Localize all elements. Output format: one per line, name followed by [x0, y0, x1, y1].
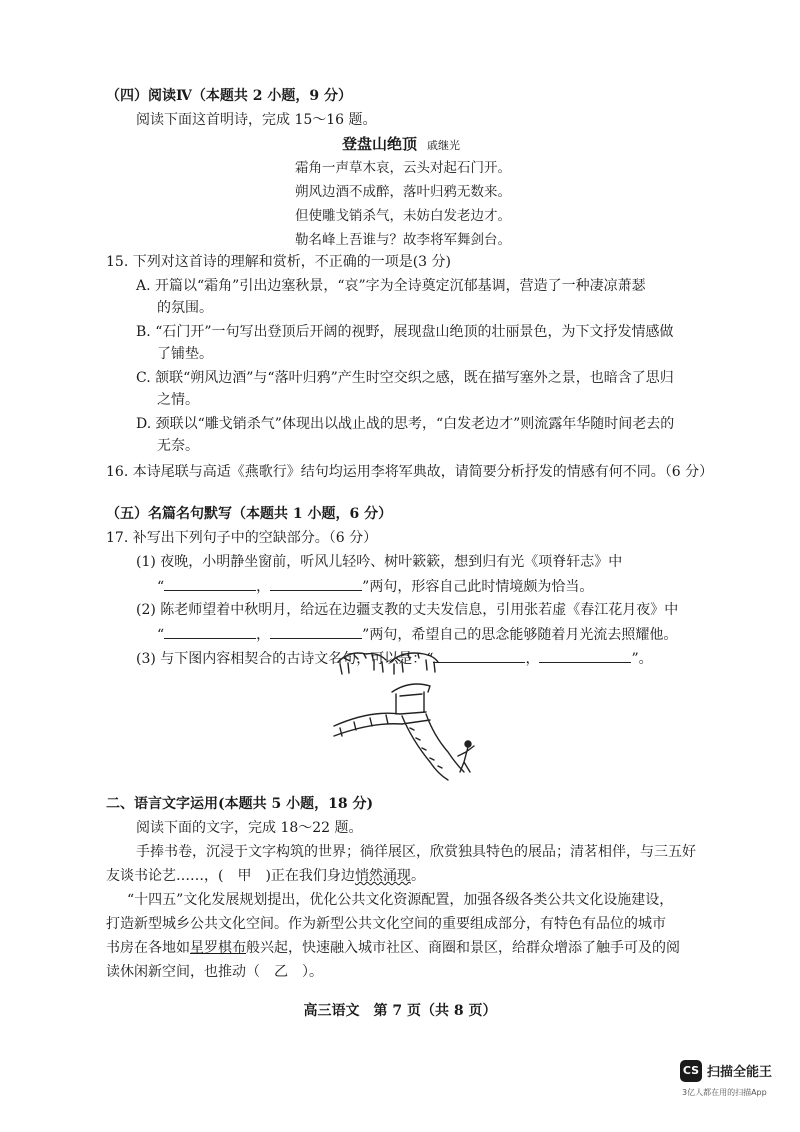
- p2-text-a: 书房在各地如: [106, 940, 190, 956]
- passage-p2-line2: 打造新型城乡公共文化空间。作为新型公共文化空间的重要组成部分，有特色有品位的城市: [106, 916, 666, 932]
- passage-p1-line1: 手捧书卷，沉浸于文字构筑的世界；徜徉展区，欣赏独具特色的展品；清茗相伴，与三五好: [136, 844, 696, 860]
- q15-option-b-cont: 了铺垫。: [157, 346, 213, 362]
- q15-stem: 15. 下列对这首诗的理解和赏析，不正确的一项是(3 分): [106, 254, 451, 270]
- item3-prefix: (3) 与下图内容相契合的古诗文名句，可以是：“: [136, 651, 434, 667]
- quote-close-text: ”两句，形容自己此时情境颇为恰当。: [362, 579, 594, 595]
- passage-p2-line1: “十四五”文化发展规划提出，优化公共文化资源配置，加强各级各类公共文化设施建设，: [127, 892, 674, 908]
- blank-1a[interactable]: [164, 576, 256, 591]
- watermark-tagline: 3亿人都在用的扫描App: [682, 1088, 767, 1097]
- q15-option-a-cont: 的氛围。: [157, 300, 213, 316]
- p1-period: 。: [410, 868, 425, 884]
- q17-item2: (2) 陈老师望着中秋明月，给远在边疆支教的丈夫发信息，引用张若虚《春江花月夜》中: [136, 602, 679, 618]
- q15-option-d-cont: 无奈。: [157, 438, 199, 454]
- passage-p1-line2: [106, 866, 425, 886]
- poem-title-text: 登盘山绝顶: [342, 135, 418, 153]
- q15-option-c-cont: 之情。: [157, 392, 199, 408]
- quote-close-text: ”。: [631, 651, 653, 667]
- q17-stem: 17. 补写出下列句子中的空缺部分。（6 分）: [106, 530, 378, 546]
- underlined-idiom: 星罗棋布: [190, 940, 246, 956]
- passage-p2-line3: [106, 938, 680, 958]
- comma: ，: [256, 627, 271, 643]
- quote-close-text: ”两句，希望自己的思念能够随着月光流去照耀他。: [362, 627, 678, 643]
- section4-intro: 阅读下面这首明诗，完成 15～16 题。: [136, 112, 377, 128]
- section5-header: （五）名篇名句默写（本题共 1 小题，6 分）: [106, 506, 393, 522]
- poem-title: [342, 134, 460, 156]
- comma: ，: [256, 579, 271, 595]
- q15-option-c: C. 颔联“朔风边酒”与“落叶归鸦”产生时空交织之感，既在描写塞外之景，也暗含了思归: [136, 370, 674, 386]
- poem-line-2: 朔风边酒不成醉，落叶归鸦无数来。: [295, 184, 511, 200]
- p1-text: 友谈书论艺……，( 甲 )正在我们身边: [106, 868, 355, 884]
- stream: [402, 716, 448, 780]
- gate-roof: [392, 684, 430, 692]
- section2-intro: 阅读下面的文字，完成 18～22 题。: [136, 820, 363, 836]
- watermark-name: 扫描全能王: [707, 1065, 773, 1080]
- quote-open: “: [157, 579, 165, 595]
- p2-text-b: 般兴起，快速融入城市社区、商圈和景区，给群众增添了触手可及的阅: [246, 940, 680, 956]
- scanner-watermark: [680, 1060, 790, 1100]
- q15-option-a: A. 开篇以“霜角”引出边塞秋景，“哀”字为全诗奠定沉郁基调，营造了一种凄凉萧瑟: [136, 278, 646, 294]
- q15-option-d: D. 颈联以“雕戈销杀气”体现出以战止战的思考，“白发老边才”则流露年华随时间老去的: [136, 416, 675, 432]
- q17-item1-blanks: [157, 576, 593, 597]
- section2-header: 二、语言文字运用(本题共 5 小题，18 分): [106, 796, 374, 812]
- wavy-underlined-term: 悄然涌现: [354, 868, 411, 884]
- section4-header: （四）阅读Ⅳ（本题共 2 小题，9 分）: [106, 88, 352, 104]
- blank-1b[interactable]: [270, 576, 362, 591]
- figure-head: [465, 741, 471, 747]
- cs-logo-icon: CS: [680, 1060, 702, 1082]
- q16-stem: 16. 本诗尾联与高适《燕歌行》结句均运用李将军典故，请简要分析抒发的情感有何不同。（6 分）: [106, 464, 714, 480]
- hut-roof-right: [390, 653, 438, 662]
- page-footer: 高三语文 第 7 页（共 8 页）: [303, 1003, 497, 1019]
- passage-p2-line4: 读休闲新空间，也推动（ 乙 ）。: [106, 964, 323, 980]
- blank-3b[interactable]: [539, 648, 631, 663]
- q15-option-b: B. “石门开”一句写出登顶后开阔的视野，展现盘山绝顶的壮丽景色，为下文抒发情感做: [136, 324, 674, 340]
- poem-line-4: 勒名峰上吾谁与？故李将军舞剑台。: [295, 232, 511, 248]
- blank-2a[interactable]: [164, 624, 256, 639]
- ink-illustration: [330, 640, 480, 790]
- poem-line-3: 但使雕戈销杀气，未妨白发老边才。: [295, 208, 511, 224]
- poem-author: 戚继光: [427, 139, 461, 152]
- poem-line-1: 霜角一声草木哀，云头对起石门开。: [295, 160, 511, 176]
- q17-item1: (1) 夜晚，小明静坐窗前，听风儿轻吟、树叶簌簌，想到归有光《项脊轩志》中: [136, 554, 623, 570]
- comma: ，: [525, 651, 540, 667]
- hut-roof-left: [338, 653, 386, 662]
- quote-open: “: [157, 627, 165, 643]
- blank-2b[interactable]: [270, 624, 362, 639]
